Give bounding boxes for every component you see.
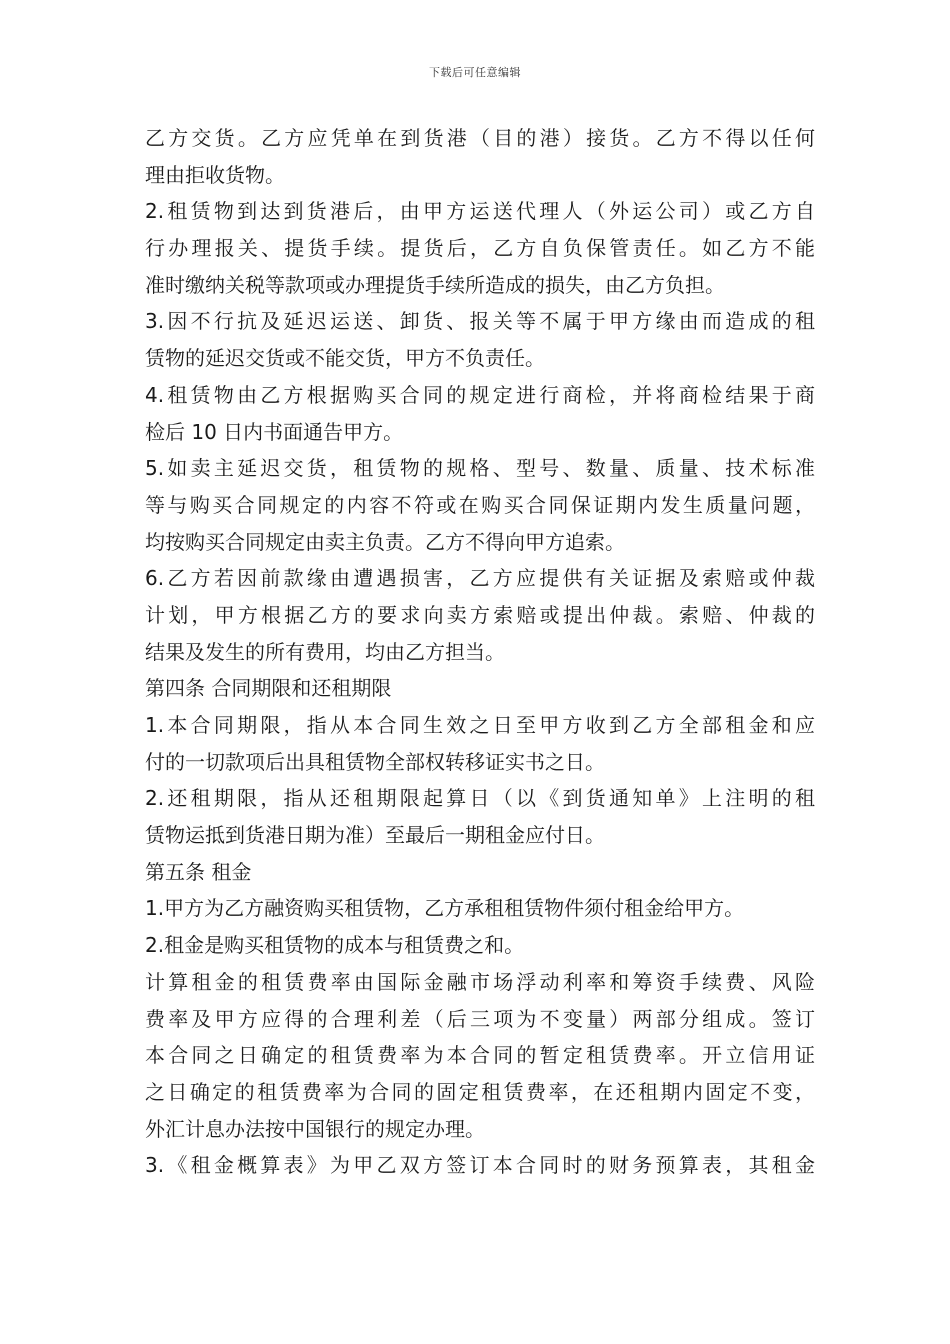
text-line: 赁物运抵到货港日期为准）至最后一期租金应付日。	[145, 823, 605, 848]
text-line: 第五条 租金	[145, 859, 252, 884]
text-line: 之日确定的租赁费率为合同的固定租赁费率，在还租期内固定不变，	[145, 1079, 815, 1104]
text-line: 计划，甲方根据乙方的要求向卖方索赔或提出仲裁。索赔、仲裁的	[145, 602, 815, 627]
text-line: 3.因不行抗及延迟运送、卸货、报关等不属于甲方缘由而造成的租	[145, 309, 815, 334]
text-line: 6.乙方若因前款缘由遭遇损害，乙方应提供有关证据及索赔或仲裁	[145, 566, 815, 591]
text-line: 2.租赁物到达到货港后，由甲方运送代理人（外运公司）或乙方自	[145, 199, 815, 224]
page-header: 下载后可任意编辑	[429, 66, 521, 79]
contract-body	[145, 120, 815, 1184]
text-line: 行办理报关、提货手续。提货后，乙方自负保管责任。如乙方不能	[145, 236, 815, 261]
text-line: 准时缴纳关税等款项或办理提货手续所造成的损失，由乙方负担。	[145, 272, 725, 297]
text-line: 1.甲方为乙方融资购买租赁物，乙方承租租赁物件须付租金给甲方。	[145, 896, 745, 921]
text-line: 理由拒收货物。	[145, 162, 285, 187]
text-line: 4.租赁物由乙方根据购买合同的规定进行商检，并将商检结果于商	[145, 382, 815, 407]
text-line: 赁物的延迟交货或不能交货，甲方不负责任。	[145, 346, 545, 371]
text-line: 2.租金是购买租赁物的成本与租赁费之和。	[145, 933, 525, 958]
text-line: 费率及甲方应得的合理利差（后三项为不变量）两部分组成。签订	[145, 1006, 815, 1031]
text-line: 外汇计息办法按中国银行的规定办理。	[145, 1116, 485, 1141]
text-line: 结果及发生的所有费用，均由乙方担当。	[145, 639, 505, 664]
text-line: 等与购买合同规定的内容不符或在购买合同保证期内发生质量问题，	[145, 492, 815, 517]
text-line: 检后 10 日内书面通告甲方。	[145, 419, 404, 444]
text-line: 2.还租期限，指从还租期限起算日（以《到货通知单》上注明的租	[145, 786, 815, 811]
text-line: 计算租金的租赁费率由国际金融市场浮动利率和筹资手续费、风险	[145, 969, 815, 994]
text-line: 付的一切款项后出具租赁物全部权转移证实书之日。	[145, 749, 605, 774]
text-line: 3.《租金概算表》为甲乙双方签订本合同时的财务预算表，其租金	[145, 1153, 815, 1178]
text-line: 本合同之日确定的租赁费率为本合同的暂定租赁费率。开立信用证	[145, 1043, 815, 1068]
text-line: 均按购买合同规定由卖主负责。乙方不得向甲方追索。	[145, 529, 625, 554]
text-line: 第四条 合同期限和还租期限	[145, 676, 392, 701]
text-line: 1.本合同期限，指从本合同生效之日至甲方收到乙方全部租金和应	[145, 713, 815, 737]
text-line: 乙方交货。乙方应凭单在到货港（目的港）接货。乙方不得以任何	[145, 126, 815, 150]
text-line: 5.如卖主延迟交货，租赁物的规格、型号、数量、质量、技术标准	[145, 456, 815, 481]
